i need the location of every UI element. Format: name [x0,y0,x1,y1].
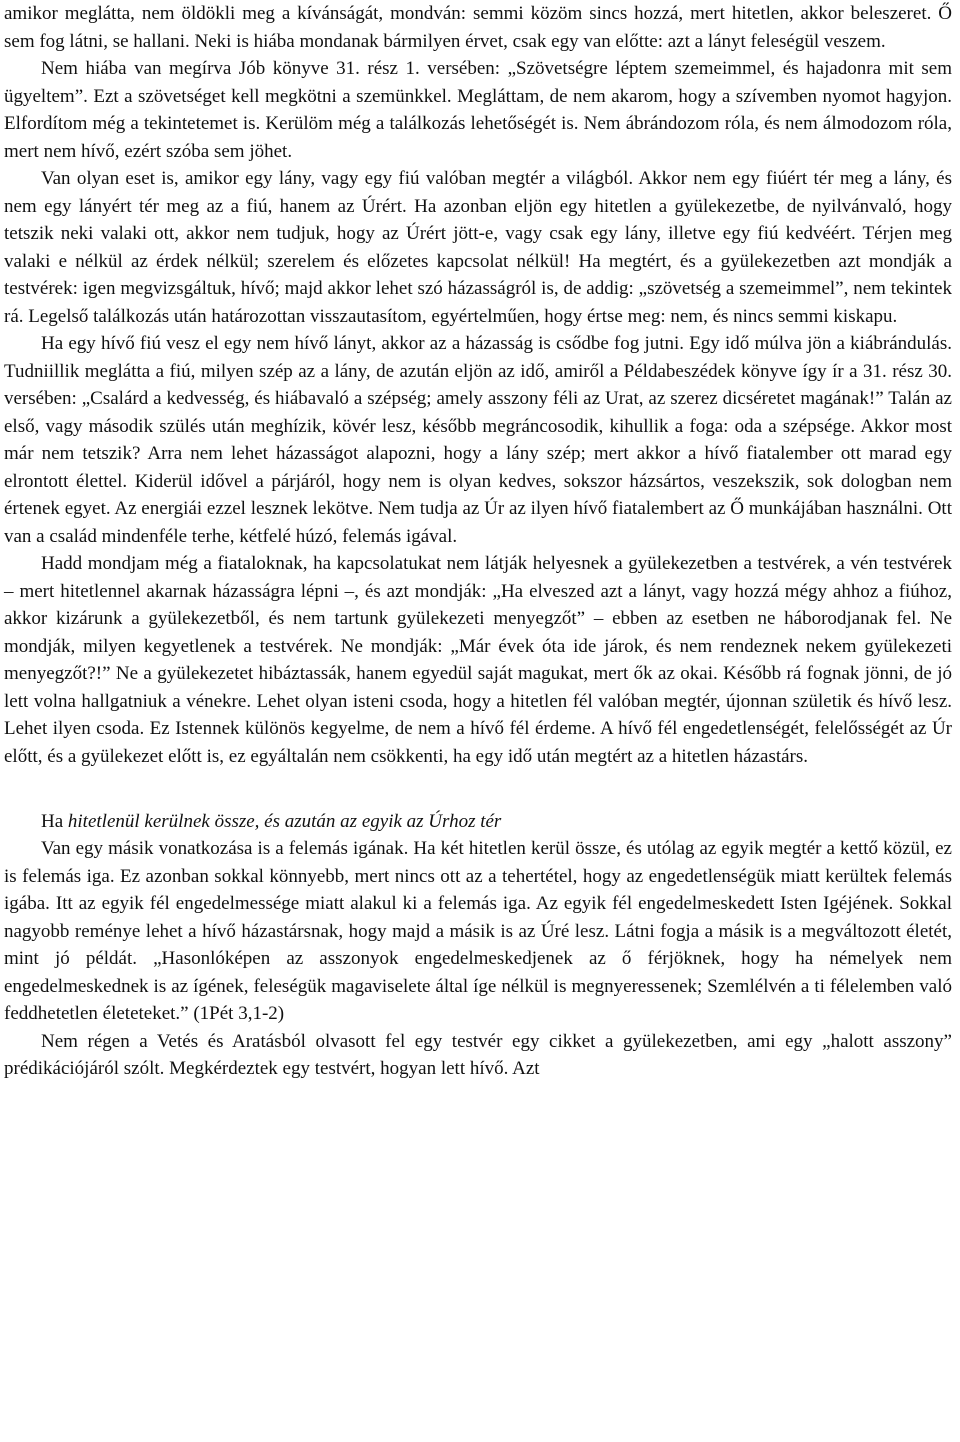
paragraph-7: Nem régen a Vetés és Aratásból olvasott fel egy testvér egy cikket a gyülekezetben, ami egy „halott asszony” prédikációjáról szólt. Megkérdeztek egy testvért, hogyan lett hívő. Azt [4,1030,952,1079]
paragraph-1: amikor meglátta, nem öldökli meg a kívánságát, mondván: semmi közöm sincs hozzá, mert hitetlen, akkor beleszeret. Ő sem fog látni, se hallani. Neki is hiába mondanak bármilyen érvet, csak egy van előtte: azt a lányt feleségül veszem. [4,3,952,52]
paragraph-3: Van olyan eset is, amikor egy lány, vagy egy fiú valóban megtér a világból. Akkor nem egy fiúért tér meg a lány, és nem egy lányért tér meg az a fiú, hanem az Úrért. Ha azonban eljön egy hitetlen a gyülekezetbe, de nyilvánvaló, hogy tetszik neki valaki ott, akkor nem tudjuk, hogy az Úrért jött-e, vagy csak egy lány, illetve egy fiú kedvéért. Térjen meg valaki e nélkül az érdek nélkül; szerelem és előzetes kapcsolat nélkül! Ha megtért, és a gyülekezetben azt mondják a testvérek: igen megvizsgáltuk, hívő; majd akkor lehet szó házasságról is, de addig: „szövetség a szemeimmel”, nem tekintek rá. Legelső találkozás után határozottan visszautasítom, egyértelműen, hogy értse meg: nem, és nincs semmi kiskapu. [4,168,952,327]
section-spacer [4,770,952,798]
body-text-bottom [4,835,952,1083]
paragraph-2: Nem hiába van megírva Jób könyve 31. rész 1. versében: „Szövetségre léptem szemeimmel, és hajadonra mit sem ügyeltem”. Ezt a szövetséget kell megkötni a szemünkkel. Megláttam, de nem akarom, hogy a szívemben nyomot hagyjon. Elfordítom még a tekintetemet is. Kerülöm még a találkozás lehetőségét is. Nem ábrándozom róla, és nem álmodozom róla, mert nem hívő, ezért szóba sem jöhet. [4,58,952,162]
document-page [4,0,952,1083]
section-heading [4,808,952,836]
paragraph-5: Hadd mondjam még a fiataloknak, ha kapcsolatukat nem látják helyesnek a gyülekezetben a testvérek, a vén testvérek – mert hitetlennel akarnak házasságra lépni –, és azt mondják: „Ha elveszed azt a lányt, vagy hozzá mégy ahhoz a fiúhoz, akkor kizárunk a gyülekezetből, és nem tartunk gyülekezeti menyegzőt” – ebben az esetben ne háborodjanak fel. Ne mondják, milyen kegyetlenek a testvérek. Ne mondják: „Már évek óta ide járok, és nem rendeznek nekem gyülekezeti menyegzőt?!” Ne a gyülekezetet hibáztassák, hanem egyedül saját magukat, mert ők az okai. Később rá fognak jönni, de jó lett volna hallgatniuk a vénekre. Lehet olyan isteni csoda, hogy a hitetlen fél valóban megtér, újonnan születik és hívő lesz. Lehet ilyen csoda. Ez Istennek különös kegyelme, de nem a hívő fél érdeme. A hívő fél engedetlenségét, felelősségét az Úr előtt, és a gyülekezet előtt is, ez egyáltalán nem csökkenti, ha egy idő után megtért az a hitetlen házastárs. [4,553,952,767]
section-heading-italic: hitetlenül kerülnek össze, és azután az egyik az Úrhoz tér [67,810,502,832]
paragraph-6: Van egy másik vonatkozása is a felemás igának. Ha két hitetlen kerül össze, és utólag az egyik megtér a kettő közül, ez is felemás iga. Ez azonban sokkal könnyebb, mert nincs ott az a tehertétel, hogy az engedetlenségük miatt kerültek felemás igába. Itt az egyik fél engedelmessége miatt alakul ki a felemás iga. Az egyik fél engedelmeskedett Isten Igéjének. Sokkal nagyobb reménye lehet a hívő házastársnak, hogy majd a másik is az Úré lesz. Látni fogja a másik is a megváltozott életét, mint jó példát. „Hasonlóképen az asszonyok engedelmeskedjenek az ő férjöknek, hogy ha némelyek nem engedelmeskednek is az ígének, feleségük magaviselete által íge nélkül is megnyeressenek; Szemlélvén a ti félelemben való feddhetetlen életeteket.” (1Pét 3,1-2) [4,838,952,1024]
section-heading-prefix: Ha [41,810,68,832]
body-text-top [4,0,952,770]
paragraph-4: Ha egy hívő fiú vesz el egy nem hívő lányt, akkor az a házasság is csődbe fog jutni. Egy idő múlva jön a kiábrándulás. Tudniillik meglátta a fiú, milyen szép az a lány, de azután eljön az idő, amiről a Példabeszédek könyve így ír a 31. rész 30. versében: „Csalárd a kedvesség, és hiábavaló a szépség; amely asszony féli az Urat, az szerez dicséretet magának!” Talán az első, vagy második szülés után meghízik, kövér lesz, később megráncosodik, kihullik a foga: oda a szépsége. Akkor most már nem tetszik? Arra nem lehet házasságot alapozni, hogy a lány szép; mert akkor a hívő fiatalember ott marad egy elrontott élettel. Kiderül idővel a párjáról, hogy nem is olyan kedves, sokszor házsártos, veszekszik, sok dologban nem értenek egyet. Az energiái ezzel lesznek lekötve. Nem tudja az Úr az ilyen hívő fiatalembert az Ő munkájában használni. Ott van a család mindenféle terhe, kétfelé húzó, felemás igával. [4,333,952,547]
